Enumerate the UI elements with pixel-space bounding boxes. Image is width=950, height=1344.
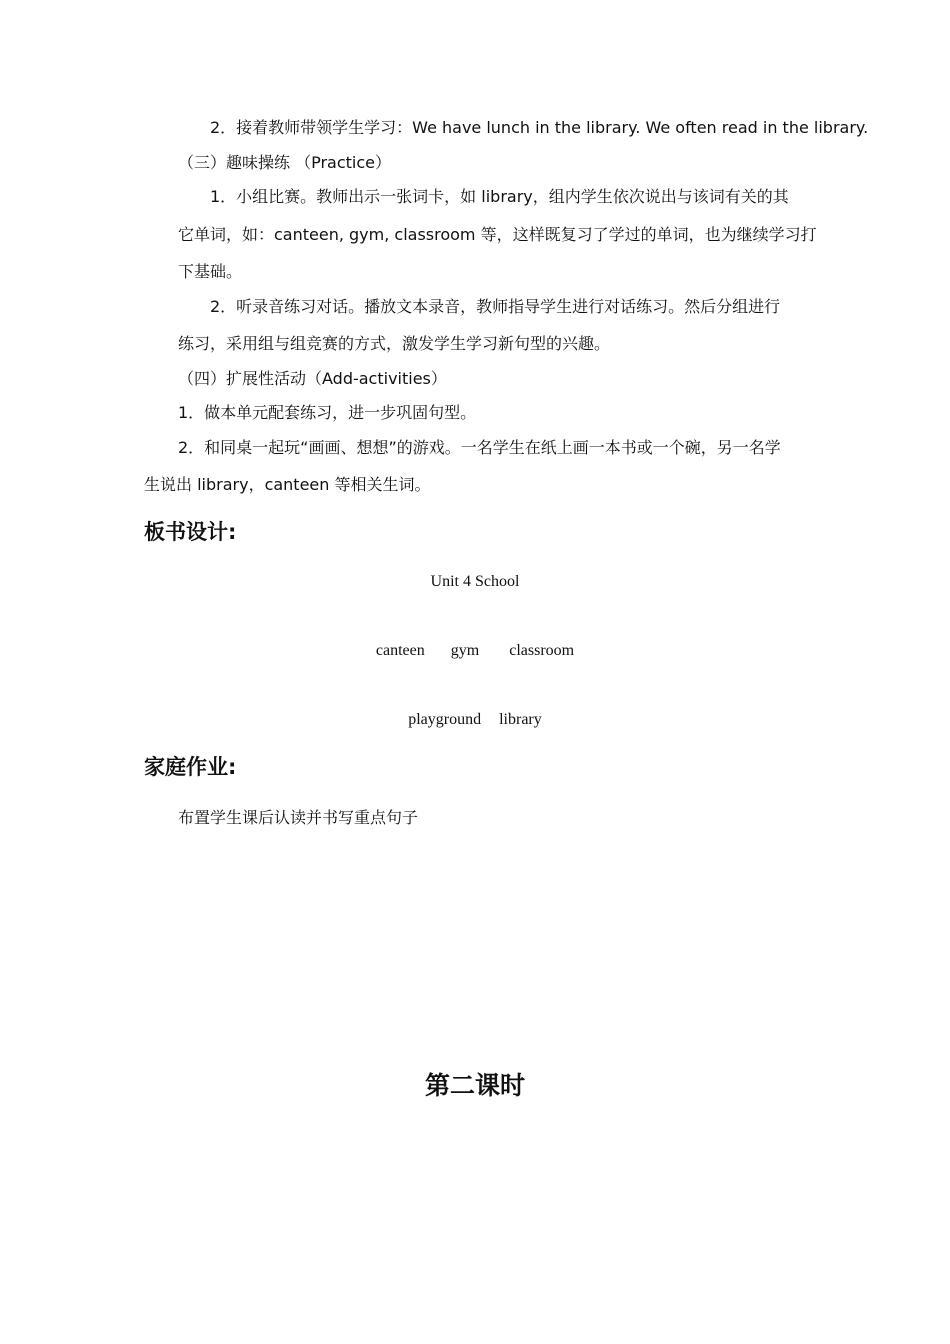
para-line-6: 2．听录音练习对话。播放文本录音，教师指导学生进行对话练习。然后分组进行 — [210, 297, 781, 316]
next-lesson-title: 第二课时 — [424, 1071, 525, 1100]
section-heading-practice: （三）趣味操练 （Practice） — [178, 153, 391, 172]
board-word-canteen: canteen — [375, 642, 425, 659]
board-row-2 — [0, 710, 950, 730]
board-word-gym: gym — [450, 642, 480, 659]
para-line-5: 下基础。 — [178, 262, 243, 281]
para-line-1: 2．接着教师带领学生学习：We have lunch in the library. We often read in the library. — [210, 118, 869, 137]
para-line-3: 1．小组比赛。教师出示一张词卡，如 library，组内学生依次说出与该词有关的其 — [210, 187, 789, 206]
para-line-9: 1．做本单元配套练习，进一步巩固句型。 — [178, 403, 477, 422]
board-word-playground: playground — [408, 711, 482, 728]
para-line-4: 它单词，如：canteen, gym, classroom 等，这样既复习了学过的单词，也为继续学习打 — [178, 225, 817, 244]
para-line-7: 练习，采用组与组竞赛的方式，激发学生学习新句型的兴趣。 — [178, 334, 611, 353]
board-word-classroom: classroom — [509, 642, 575, 659]
board-row-1 — [0, 641, 950, 661]
board-word-library: library — [499, 711, 542, 728]
para-line-10: 2．和同桌一起玩“画画、想想”的游戏。一名学生在纸上画一本书或一个碗，另一名学 — [178, 438, 781, 457]
section-heading-activities: （四）扩展性活动（Add-activities） — [178, 369, 447, 388]
para-line-11: 生说出 library，canteen 等相关生词。 — [144, 475, 431, 494]
board-title: Unit 4 School — [430, 573, 520, 590]
homework-heading: 家庭作业: — [144, 755, 237, 779]
board-design-heading: 板书设计: — [144, 520, 237, 544]
homework-text: 布置学生课后认读并书写重点句子 — [178, 808, 419, 827]
